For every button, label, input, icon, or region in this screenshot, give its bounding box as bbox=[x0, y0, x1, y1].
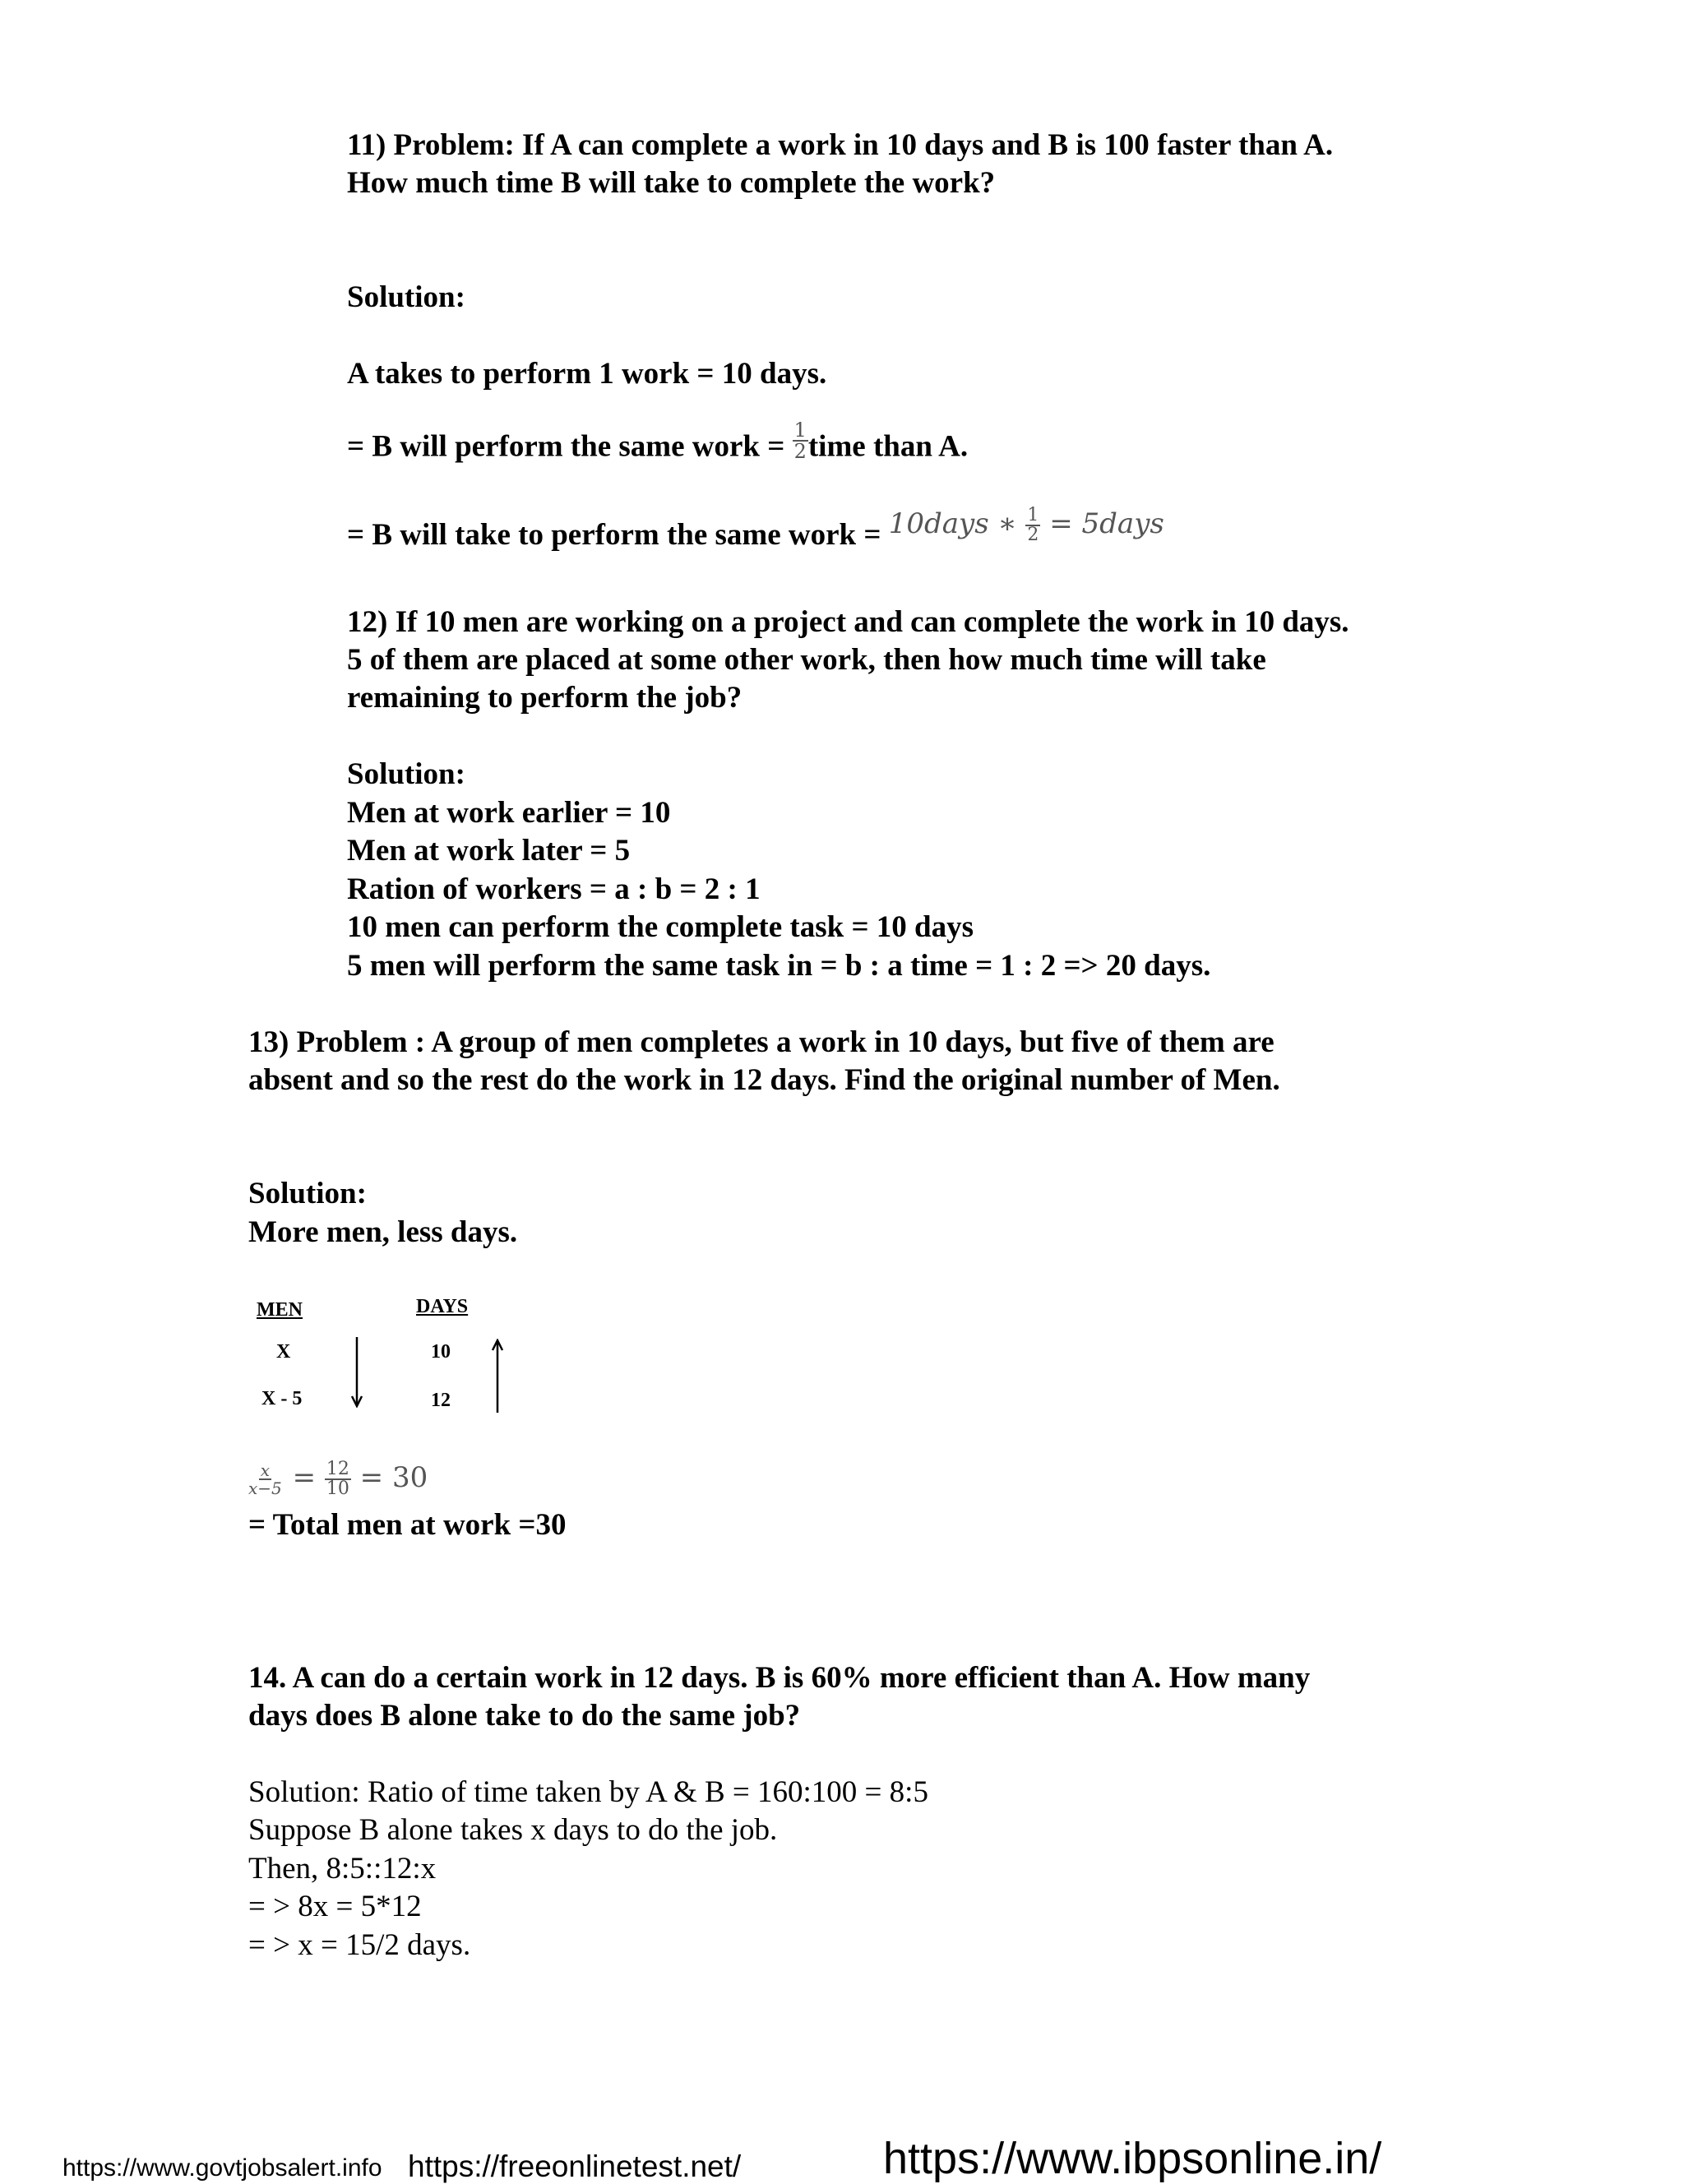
q13-solution-label: Solution: bbox=[248, 1177, 367, 1210]
q11-step-3-fraction bbox=[1025, 507, 1040, 544]
equation-result: = 30 bbox=[350, 1461, 428, 1494]
footer-link-freeonlinetest[interactable]: https://freeonlinetest.net/ bbox=[408, 2149, 742, 2183]
table-header-days: DAYS bbox=[416, 1296, 469, 1317]
q12-step-2: Men at work later = 5 bbox=[347, 834, 631, 868]
q12-solution-label: Solution: bbox=[347, 757, 465, 791]
footer-link-govtjobsalert[interactable]: https://www.govtjobsalert.info bbox=[62, 2154, 382, 2182]
q12-step-1: Men at work earlier = 10 bbox=[347, 796, 671, 830]
q11-step-2-prefix: = B will perform the same work = bbox=[347, 429, 793, 464]
math-term: = 5days bbox=[1040, 507, 1164, 540]
q11-step-3-math bbox=[888, 505, 1164, 545]
fraction-denominator: 2 bbox=[793, 440, 807, 463]
table-cell-men-2: X - 5 bbox=[261, 1388, 303, 1409]
q11-step-3 bbox=[347, 505, 1164, 556]
fraction-numerator: 12 bbox=[326, 1459, 349, 1479]
fraction-numerator: 1 bbox=[1027, 505, 1039, 525]
q13-equation bbox=[247, 1460, 428, 1498]
fraction-denominator: 10 bbox=[326, 1478, 349, 1499]
q11-step-2 bbox=[347, 419, 969, 470]
q11-problem-line-1: 11) Problem: If A can complete a work in 10 days and B is 100 faster than A. bbox=[347, 128, 1334, 162]
q12-problem-line-2: 5 of them are placed at some other work, then how much time will take bbox=[347, 643, 1266, 677]
equals-sign: = bbox=[283, 1461, 325, 1494]
q12-step-3: Ration of workers = a : b = 2 : 1 bbox=[347, 872, 761, 906]
q12-problem-line-1: 12) If 10 men are working on a project and can complete the work in 10 days. bbox=[347, 605, 1349, 639]
q11-problem-line-2: How much time B will take to complete the work? bbox=[347, 166, 996, 200]
fraction-numerator: 1 bbox=[793, 419, 807, 442]
q13-eq-fraction-1 bbox=[247, 1462, 284, 1497]
fraction-denominator: x−5 bbox=[248, 1478, 282, 1498]
q14-problem-line-1: 14. A can do a certain work in 12 days. B is 60% more efficient than A. How many bbox=[248, 1661, 1311, 1695]
q13-problem-line-1: 13) Problem : A group of men completes a work in 10 days, but five of them are bbox=[248, 1025, 1275, 1059]
arrow-down-icon bbox=[349, 1337, 365, 1408]
arrow-up-icon bbox=[489, 1339, 506, 1413]
q13-step-1: More men, less days. bbox=[248, 1215, 518, 1249]
q14-step-3: Then, 8:5::12:x bbox=[248, 1852, 437, 1886]
q13-result: = Total men at work =30 bbox=[248, 1508, 567, 1542]
q12-problem-line-3: remaining to perform the job? bbox=[347, 681, 743, 715]
q13-problem-line-2: absent and so the rest do the work in 12 days. Find the original number of Men. bbox=[248, 1063, 1280, 1097]
table-cell-days-2: 12 bbox=[431, 1390, 451, 1411]
table-cell-men-1: X bbox=[276, 1341, 291, 1363]
table-header-men: MEN bbox=[257, 1299, 303, 1321]
q11-step-1: A takes to perform 1 work = 10 days. bbox=[347, 357, 827, 391]
q14-step-2: Suppose B alone takes x days to do the job. bbox=[248, 1813, 778, 1847]
q14-step-4: = > 8x = 5*12 bbox=[248, 1890, 422, 1923]
q14-problem-line-2: days does B alone take to do the same job? bbox=[248, 1699, 801, 1733]
fraction-denominator: 2 bbox=[1027, 525, 1039, 545]
q11-solution-label: Solution: bbox=[347, 280, 465, 314]
q11-step-2-fraction bbox=[793, 420, 808, 461]
q12-step-4: 10 men can perform the complete task = 10 days bbox=[347, 910, 974, 944]
table-cell-days-1: 10 bbox=[431, 1341, 451, 1363]
math-term: 10days ∗ bbox=[888, 507, 1026, 540]
q11-step-3-prefix: = B will take to perform the same work = bbox=[347, 518, 889, 552]
fraction-numerator: x bbox=[260, 1460, 271, 1480]
q12-step-5: 5 men will perform the same task in = b : a time = 1 : 2 => 20 days. bbox=[347, 949, 1211, 983]
q14-step-5: = > x = 15/2 days. bbox=[248, 1928, 471, 1962]
q14-step-1: Solution: Ratio of time taken by A & B = 160:100 = 8:5 bbox=[248, 1775, 928, 1809]
footer-link-ibpsonline[interactable]: https://www.ibpsonline.in/ bbox=[883, 2134, 1382, 2183]
q11-step-2-suffix: time than A. bbox=[807, 429, 969, 464]
q13-eq-fraction-2 bbox=[325, 1460, 351, 1498]
